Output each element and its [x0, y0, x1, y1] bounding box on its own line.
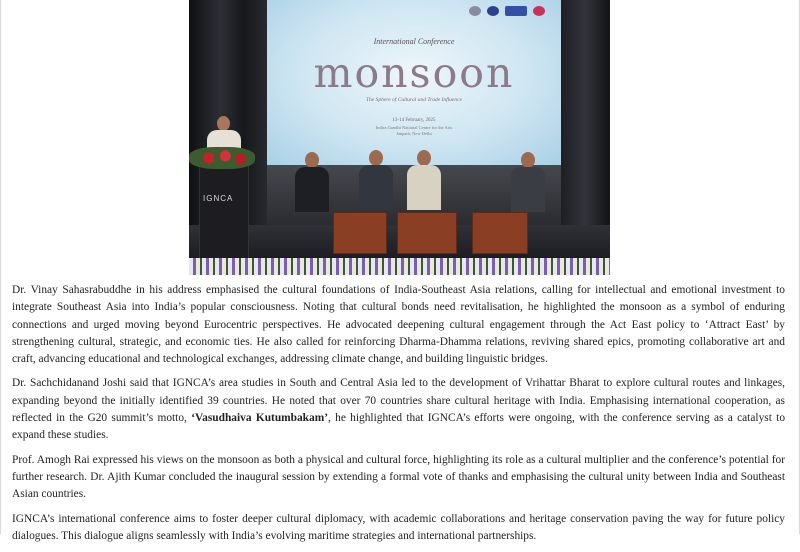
conference-photo: [189, 0, 610, 275]
paragraph-text: Dr. Sachchidanand Joshi said that IGNCA’s area studies in South and Central Asia led to the development of Vrihattar Bharat to explore cultural routes and linkages, expanding beyond the initially identified 39 countries. He noted that over 70 countries share cultural heritage with India. Emphasising international cooperation, as reflected in the G20 summit’s motto,: [12, 377, 785, 425]
page-border-left: [0, 0, 1, 534]
screen-date: 13-14 February, 2025: [392, 118, 436, 123]
article-paragraph: IGNCA’s international conference aims to foster deeper cultural diplomacy, with academic collaborations and heritage conservation paving the way for future policy dialogues. This dialogue aligns seamlessly with India’s evolving maritime strategies and international partnerships.: [12, 512, 785, 542]
podium-bouquet: [189, 147, 255, 169]
emphasised-motto: ‘Vasudhaiva Kutumbakam’: [191, 412, 328, 425]
panelist: [407, 150, 441, 210]
article-paragraph: Prof. Amogh Rai expressed his views on the monsoon as both a physical and cultural force, highlighting its role as a cultural multiplier and the conference’s potential for further research. Dr. Ajith Kumar concluded the inaugural session by extending a formal vote of thanks and emphasising the cultural unity between India and Southeast Asian countries.: [12, 453, 785, 501]
paragraph-text: , he highlighted that IGNCA’s efforts were ongoing, with the conference serving as a catalyst to expand these studies.: [12, 412, 786, 442]
podium-label: IGNCA: [203, 194, 234, 203]
partner-logo-icon: [533, 6, 545, 16]
emblem-logo-icon: [469, 6, 481, 16]
screen-subtitle: The Sphere of Cultural and Trade Influence: [365, 97, 463, 103]
screen-venue: [267, 125, 561, 137]
panelist: [295, 152, 329, 212]
stage-flower-border: [189, 258, 610, 275]
screen-venue-line2: Janpath, New Delhi: [396, 131, 432, 136]
screen-title: monsoon: [313, 49, 515, 97]
stage-table: [472, 212, 528, 254]
ignca-logo-icon: [487, 6, 499, 16]
stage-table: [397, 212, 457, 254]
sponsor-logos: [469, 6, 545, 16]
projection-screen: [267, 0, 561, 165]
stage-table: [333, 212, 387, 254]
sgt-logo-icon: [505, 6, 527, 16]
screen-conference-label: International Conference: [373, 37, 455, 46]
article-paragraph: Dr. Vinay Sahasrabuddhe in his address emphasised the cultural foundations of India-Southeast Asia relations, calling for intellectual and emotional investment to integrate Southeast Asia into India’s popular consciousness. Noting that cultural bonds need revitalisation, he highlighted the monsoon as a symbol of enduring connections and urged moving beyond Eurocentric perspectives. He advocated deepening cultural engagement through the Act East policy to ‘Attract East’ by strengthening cultural, strategic, and economic ties. He also called for reinforcing Dharma-Dhamma relations, reviving shared epics, promoting collaborative art and craft, advancing educational and technological exchanges, addressing climate change, and building linguistic bridges.: [12, 284, 785, 366]
screen-venue-line1: Indira Gandhi National Centre for the Arts: [375, 125, 453, 130]
panelist: [511, 152, 545, 212]
article-paragraph: [12, 375, 785, 444]
panelist: [359, 150, 393, 210]
article-body: [12, 282, 785, 552]
